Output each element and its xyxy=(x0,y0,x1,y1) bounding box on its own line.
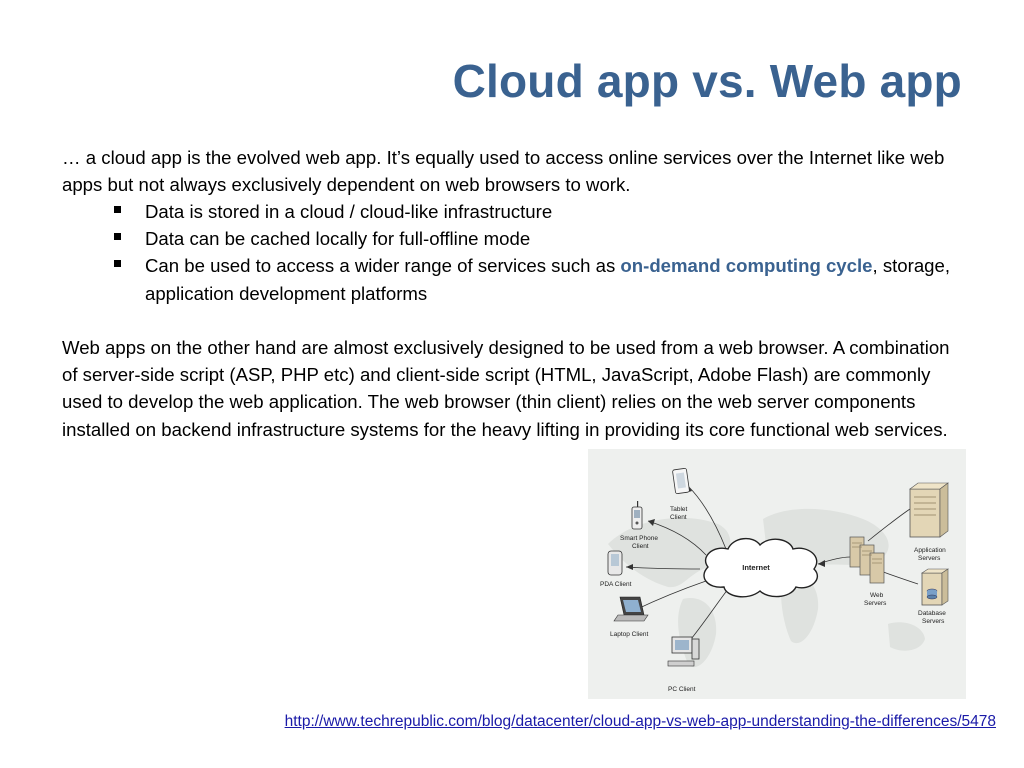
source-link[interactable]: http://www.techrepublic.com/blog/datacenter/cloud-app-vs-web-app-understanding-the-differences/5478 xyxy=(284,713,996,730)
internet-label: Internet xyxy=(742,563,770,572)
bullet-item xyxy=(62,198,967,225)
tablet-label-1: Tablet xyxy=(670,506,688,513)
database-servers-label-1: Database xyxy=(918,610,946,617)
web-servers-label-1: Web xyxy=(870,592,884,599)
bullet-text-after: , storage, application development platforms xyxy=(145,255,951,304)
pc-label: PC Client xyxy=(668,686,696,693)
webapps-paragraph: Web apps on the other hand are almost exclusively designed to be used from a web browser. A combination of server-side script (ASP, PHP etc) and client-side script (HTML, JavaScript, Adobe Flash) are commonly used to develop the web application. The web browser (thin client) relies on the web server components installed on backend infrastructure systems for the heavy lifting in providing its core functional web services. xyxy=(62,337,950,440)
network-diagram xyxy=(588,449,966,699)
database-servers-label-2: Servers xyxy=(922,618,945,625)
application-servers-icon xyxy=(910,483,948,537)
intro-paragraph: … a cloud app is the evolved web app. It’s equally used to access online services over the Internet like web apps but not always exclusively dependent on web browsers to work. xyxy=(62,147,945,196)
bullet-item xyxy=(62,252,967,306)
smart-phone-label-1: Smart Phone xyxy=(620,535,658,542)
smart-phone-icon xyxy=(632,501,642,529)
network-diagram-svg xyxy=(588,449,966,699)
bullet-text: Data can be cached locally for full-offline mode xyxy=(145,228,531,250)
pda-icon xyxy=(608,551,622,575)
square-bullet-icon xyxy=(114,233,121,240)
accent-phrase: on-demand computing cycle xyxy=(620,255,873,277)
laptop-icon xyxy=(614,597,648,621)
web-servers-label-2: Servers xyxy=(864,600,887,607)
application-servers-label-2: Servers xyxy=(918,555,941,562)
bullet-item xyxy=(62,225,967,252)
slide-title: Cloud app vs. Web app xyxy=(452,55,962,107)
pda-label: PDA Client xyxy=(600,581,632,588)
application-servers-label-1: Application xyxy=(914,547,946,554)
tablet-icon xyxy=(672,468,689,494)
tablet-label-2: Client xyxy=(670,514,687,521)
square-bullet-icon xyxy=(114,206,121,213)
bullet-text-before: Can be used to access a wider range of services such as xyxy=(145,255,621,277)
database-servers-icon xyxy=(922,569,948,605)
bullet-list xyxy=(62,198,967,307)
bullet-text: Data is stored in a cloud / cloud-like infrastructure xyxy=(145,201,553,222)
square-bullet-icon xyxy=(114,260,121,267)
laptop-label: Laptop Client xyxy=(610,631,649,638)
smart-phone-label-2: Client xyxy=(632,543,649,550)
